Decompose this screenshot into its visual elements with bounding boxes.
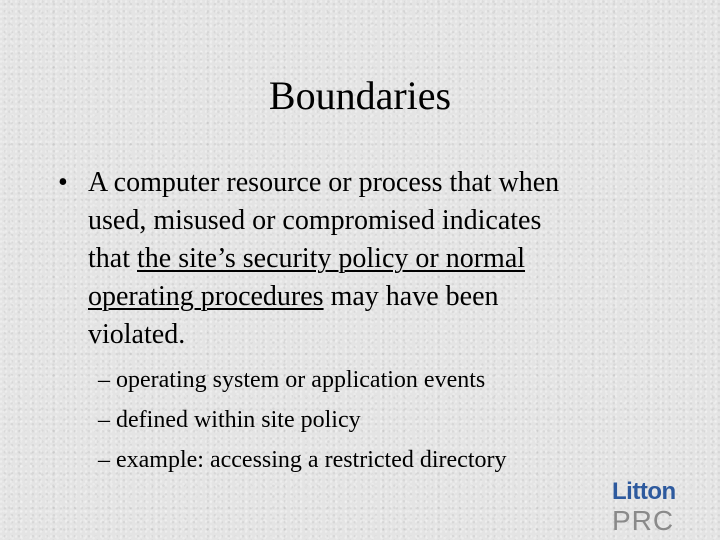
bullet-line-4: [88, 278, 648, 316]
sub-bullet-item: – defined within site policy: [98, 407, 361, 433]
sub-bullet-list: [98, 360, 506, 480]
bullet-marker: •: [58, 167, 68, 198]
bullet-line-4-underlined: operating procedures: [88, 281, 324, 312]
bullet-line-4-post: may have been: [323, 281, 499, 312]
bullet-line-5: violated.: [88, 319, 186, 350]
bullet-line-3-pre: that: [88, 243, 137, 274]
logo-bottom-text: PRC: [612, 505, 675, 536]
bullet-text: [88, 164, 648, 354]
litton-prc-logo: [612, 478, 696, 536]
bullet-line-2: used, misused or compromised indicates: [88, 205, 542, 236]
logo-top-text: Litton: [612, 478, 676, 505]
sub-bullet-item: – operating system or application events: [98, 367, 486, 393]
sub-bullet-item: – example: accessing a restricted directory: [98, 447, 507, 473]
bullet-line-1: A computer resource or process that when: [88, 167, 560, 198]
slide-title: Boundaries: [268, 73, 452, 118]
bullet-line-3: [88, 240, 648, 278]
bullet-line-3-underlined: the site’s security policy or normal: [137, 243, 526, 274]
